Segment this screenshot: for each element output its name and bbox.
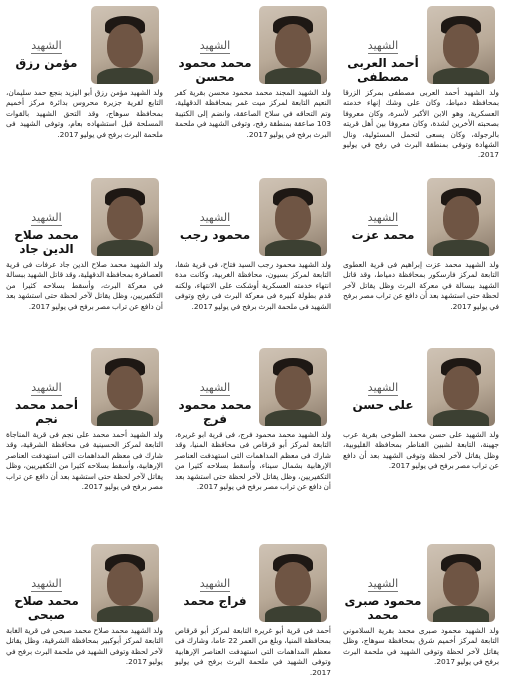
martyr-photo <box>91 6 159 84</box>
martyr-photo <box>259 348 327 426</box>
martyr-title: الشهيد <box>199 577 231 590</box>
martyr-bio: ولد الشهيد محمد عزت إبراهيم فى قرية العطوى التابعة لمركز فارسكور بمحافظة دمياط، وقد قاتل الشهيد ببسالة في معركة البرث وظل يقاتل لآخر لحظة حتى استشهد بعد أن دافع عن تراب مصر برفح في يوليو 2017. <box>343 260 499 311</box>
martyr-name: محمد محمود محسن <box>178 56 252 84</box>
martyr-photo <box>427 348 495 426</box>
martyr-label <box>6 206 87 256</box>
martyr-card <box>337 538 505 686</box>
martyr-title: الشهيد <box>367 577 399 590</box>
martyr-card-header <box>6 4 163 86</box>
martyr-title: الشهيد <box>199 211 231 224</box>
martyr-bio: ولد الشهيد على حسن محمد الطوخى بقرية عرب جهينة، التابعة لشبين القناطر بمحافظة القليوبية، وظل يقاتل لآخر لحظة وتوفى الشهيد بعد أن دافع عن تراب مصر برفح في يوليو 2017. <box>343 430 499 471</box>
martyr-card <box>337 342 505 538</box>
martyr-label <box>6 34 87 70</box>
martyr-photo <box>259 178 327 256</box>
martyr-title: الشهيد <box>31 577 62 590</box>
martyr-card <box>0 0 169 172</box>
martyr-card-header <box>343 346 499 428</box>
martyr-card <box>169 0 337 172</box>
martyr-photo <box>259 6 327 84</box>
martyr-title: الشهيد <box>199 39 231 52</box>
martyr-label <box>343 206 423 242</box>
martyr-name: على حسن <box>352 398 414 412</box>
martyr-card-header <box>175 176 331 258</box>
martyr-card <box>337 172 505 342</box>
martyr-title: الشهيد <box>199 381 231 394</box>
martyr-bio: ولد الشهيد المجند محمد محمود محسن بقرية كفر النعيم التابعة لمركز ميت غمر بمحافظة الدقهلية، وتم التحاقه في سلاح الصاعقة، وانضم إلى الكتيبة 103 صاعقة بمنطقة رفح، وتوفى الشهيد في ملحمة البرث برفح في يوليو 2017. <box>175 88 331 139</box>
martyr-photo <box>427 178 495 256</box>
martyr-card-header <box>6 346 163 428</box>
martyr-title: الشهيد <box>31 381 62 394</box>
martyr-photo <box>427 544 495 622</box>
martyr-bio: ولد الشهيد محمد صلاح الدين جاد عرفات فى قرية العصافرة بمحافظة الدقهلية، وقد قاتل الشهيد ببسالة في معركة البرث، وأسقط بسلاحه كثيرا من التكفيريين، وظل يقاتل لآخر لحظة حتى استشهد بعد أن دافع عن تراب مصر برفح في يوليو 2017. <box>6 260 163 311</box>
martyr-card <box>0 172 169 342</box>
martyr-title: الشهيد <box>31 39 62 52</box>
martyr-bio: أحمد فى قرية أبو غريرة التابعة لمركز أبو قرقاص بمحافظة المنيا، وبلغ من العمر 22 عاما، وشارك فى معظم المداهمات التى استهدفت العناصر الإرهابية وتوفى الشهيد في ملحمة البرث برفح في يوليو 2017. <box>175 626 331 677</box>
martyr-photo <box>91 348 159 426</box>
martyr-card-header <box>6 176 163 258</box>
martyr-name: محمد محمود فرج <box>178 398 252 426</box>
martyr-card <box>0 538 169 686</box>
martyr-name: محمد عزت <box>351 228 415 242</box>
martyr-name: فراج محمد <box>183 594 247 608</box>
martyr-card <box>169 538 337 686</box>
martyr-bio: ولد الشهيد محمود رجب السيد فتاح، فى قرية شفا، التابعة لمركز بسيون، محافظة الغربية، وكانت مدة انتهاء خدمته العسكرية أوشكت على الانتهاء، ولكنه قدم بطولة كبيرة فى معركة البرث فى رفح وتوفى الشهيد فى ملحمة البرث برفح في يوليو 2017. <box>175 260 331 311</box>
martyr-name: أحمد محمد نجم <box>15 398 78 426</box>
martyr-label <box>343 34 423 84</box>
martyr-title: الشهيد <box>31 211 62 224</box>
martyr-photo <box>91 178 159 256</box>
martyr-photo <box>427 6 495 84</box>
martyr-label <box>6 572 87 622</box>
martyr-label <box>343 572 423 622</box>
martyr-card-header <box>175 4 331 86</box>
martyr-title: الشهيد <box>367 381 399 394</box>
martyr-card-header <box>343 542 499 624</box>
martyr-card <box>0 342 169 538</box>
martyr-name: مؤمن رزق <box>15 56 78 70</box>
martyr-name: محمد صلاح الدين جاد <box>14 228 79 256</box>
martyr-label <box>175 572 255 608</box>
martyr-name: أحمد العربى مصطفى <box>347 56 419 84</box>
martyr-bio: ولد الشهيد محمد صلاح محمد صبحى فى قرية الغابة التابعة لمركز أبوكبير بمحافظة الشرقية، وظل يقاتل لآخر لحظة وتوفى الشهيد في ملحمة البرث برفح في يوليو 2017. <box>6 626 163 667</box>
martyr-card <box>169 342 337 538</box>
martyr-bio: ولد الشهيد أحمد العربى مصطفى بمركز الزرقا بمحافظة دمياط، وكان على وشك إنهاء خدمته العسكرية، وهو الابن الأكبر لأسرة، وكان معروفا بصحبته الأخرين لشدة، وكان معروفا بين أهل قريته بالرجولة، وكان يسعى لتحمل المسئولية، ونال الشهادة وتوفى بمنطقة البرث في رفح في يوليو 2017. <box>343 88 499 160</box>
martyr-card-header <box>175 346 331 428</box>
martyr-name: محمود صبرى محمد <box>344 594 422 622</box>
martyr-card-header <box>175 542 331 624</box>
martyr-label <box>175 376 255 426</box>
martyr-bio: ولد الشهيد أحمد محمد على نجم فى قرية المناجاة التابعة لمركز الحسينية فى محافظة الشرقية، وقد شارك فى معظم المداهمات التى استهدفت العناصر الإرهابية، وأسقط بسلاحه كثيرا من التكفيريين، وظل يقاتل لآخر لحظة حتى استشهد بعد أن دافع عن تراب مصر برفح في يوليو 2017. <box>6 430 163 492</box>
martyr-card <box>337 0 505 172</box>
martyr-title: الشهيد <box>367 211 399 224</box>
martyr-title: الشهيد <box>367 39 399 52</box>
martyr-label <box>6 376 87 426</box>
martyr-bio: ولد الشهيد محمد محمود فرج، فى قرية ابو غريرة، التابعة لمركز أبو قرقاص فى محافظة المنيا، وقد شارك فى معظم المداهمات التى استهدفت العناصر الإرهابية بشمال سيناء، وأسقط بسلاحه كثيرا من التكفيريين، وظل يقاتل لآخر لحظة حتى استشهد بعد أن دافع عن تراب مصر برفح في يوليو 2017. <box>175 430 331 492</box>
martyr-photo <box>91 544 159 622</box>
martyr-name: محمود رجب <box>179 228 251 242</box>
martyr-label <box>175 206 255 242</box>
martyr-bio: ولد الشهيد محمود صبرى محمد بقرية السلاموني التابعة لمركز أخميم شرق بمحافظة سوهاج، وظل يقاتل لآخر لحظة وتوفى الشهيد في ملحمة البرث برفح في يوليو 2017. <box>343 626 499 667</box>
martyr-label <box>175 34 255 84</box>
martyr-bio: ولد الشهيد مؤمن رزق أبو اليزيد بنجع حمد سليمان، التابع لقرية جزيرة محروس بدائرة مركز أخميم بمحافظة سوهاج، وقد التحق الشهيد بالقوات المسلحة قبل استشهاده بعام، وتوفى الشهيد فى ملحمة البرث برفح في يوليو 2017. <box>6 88 163 139</box>
martyr-card-header <box>6 542 163 624</box>
martyr-card <box>169 172 337 342</box>
martyr-card-header <box>343 176 499 258</box>
martyr-name: محمد صلاح صبحى <box>14 594 79 622</box>
martyr-card-header <box>343 4 499 86</box>
martyr-label <box>343 376 423 412</box>
martyr-photo <box>259 544 327 622</box>
